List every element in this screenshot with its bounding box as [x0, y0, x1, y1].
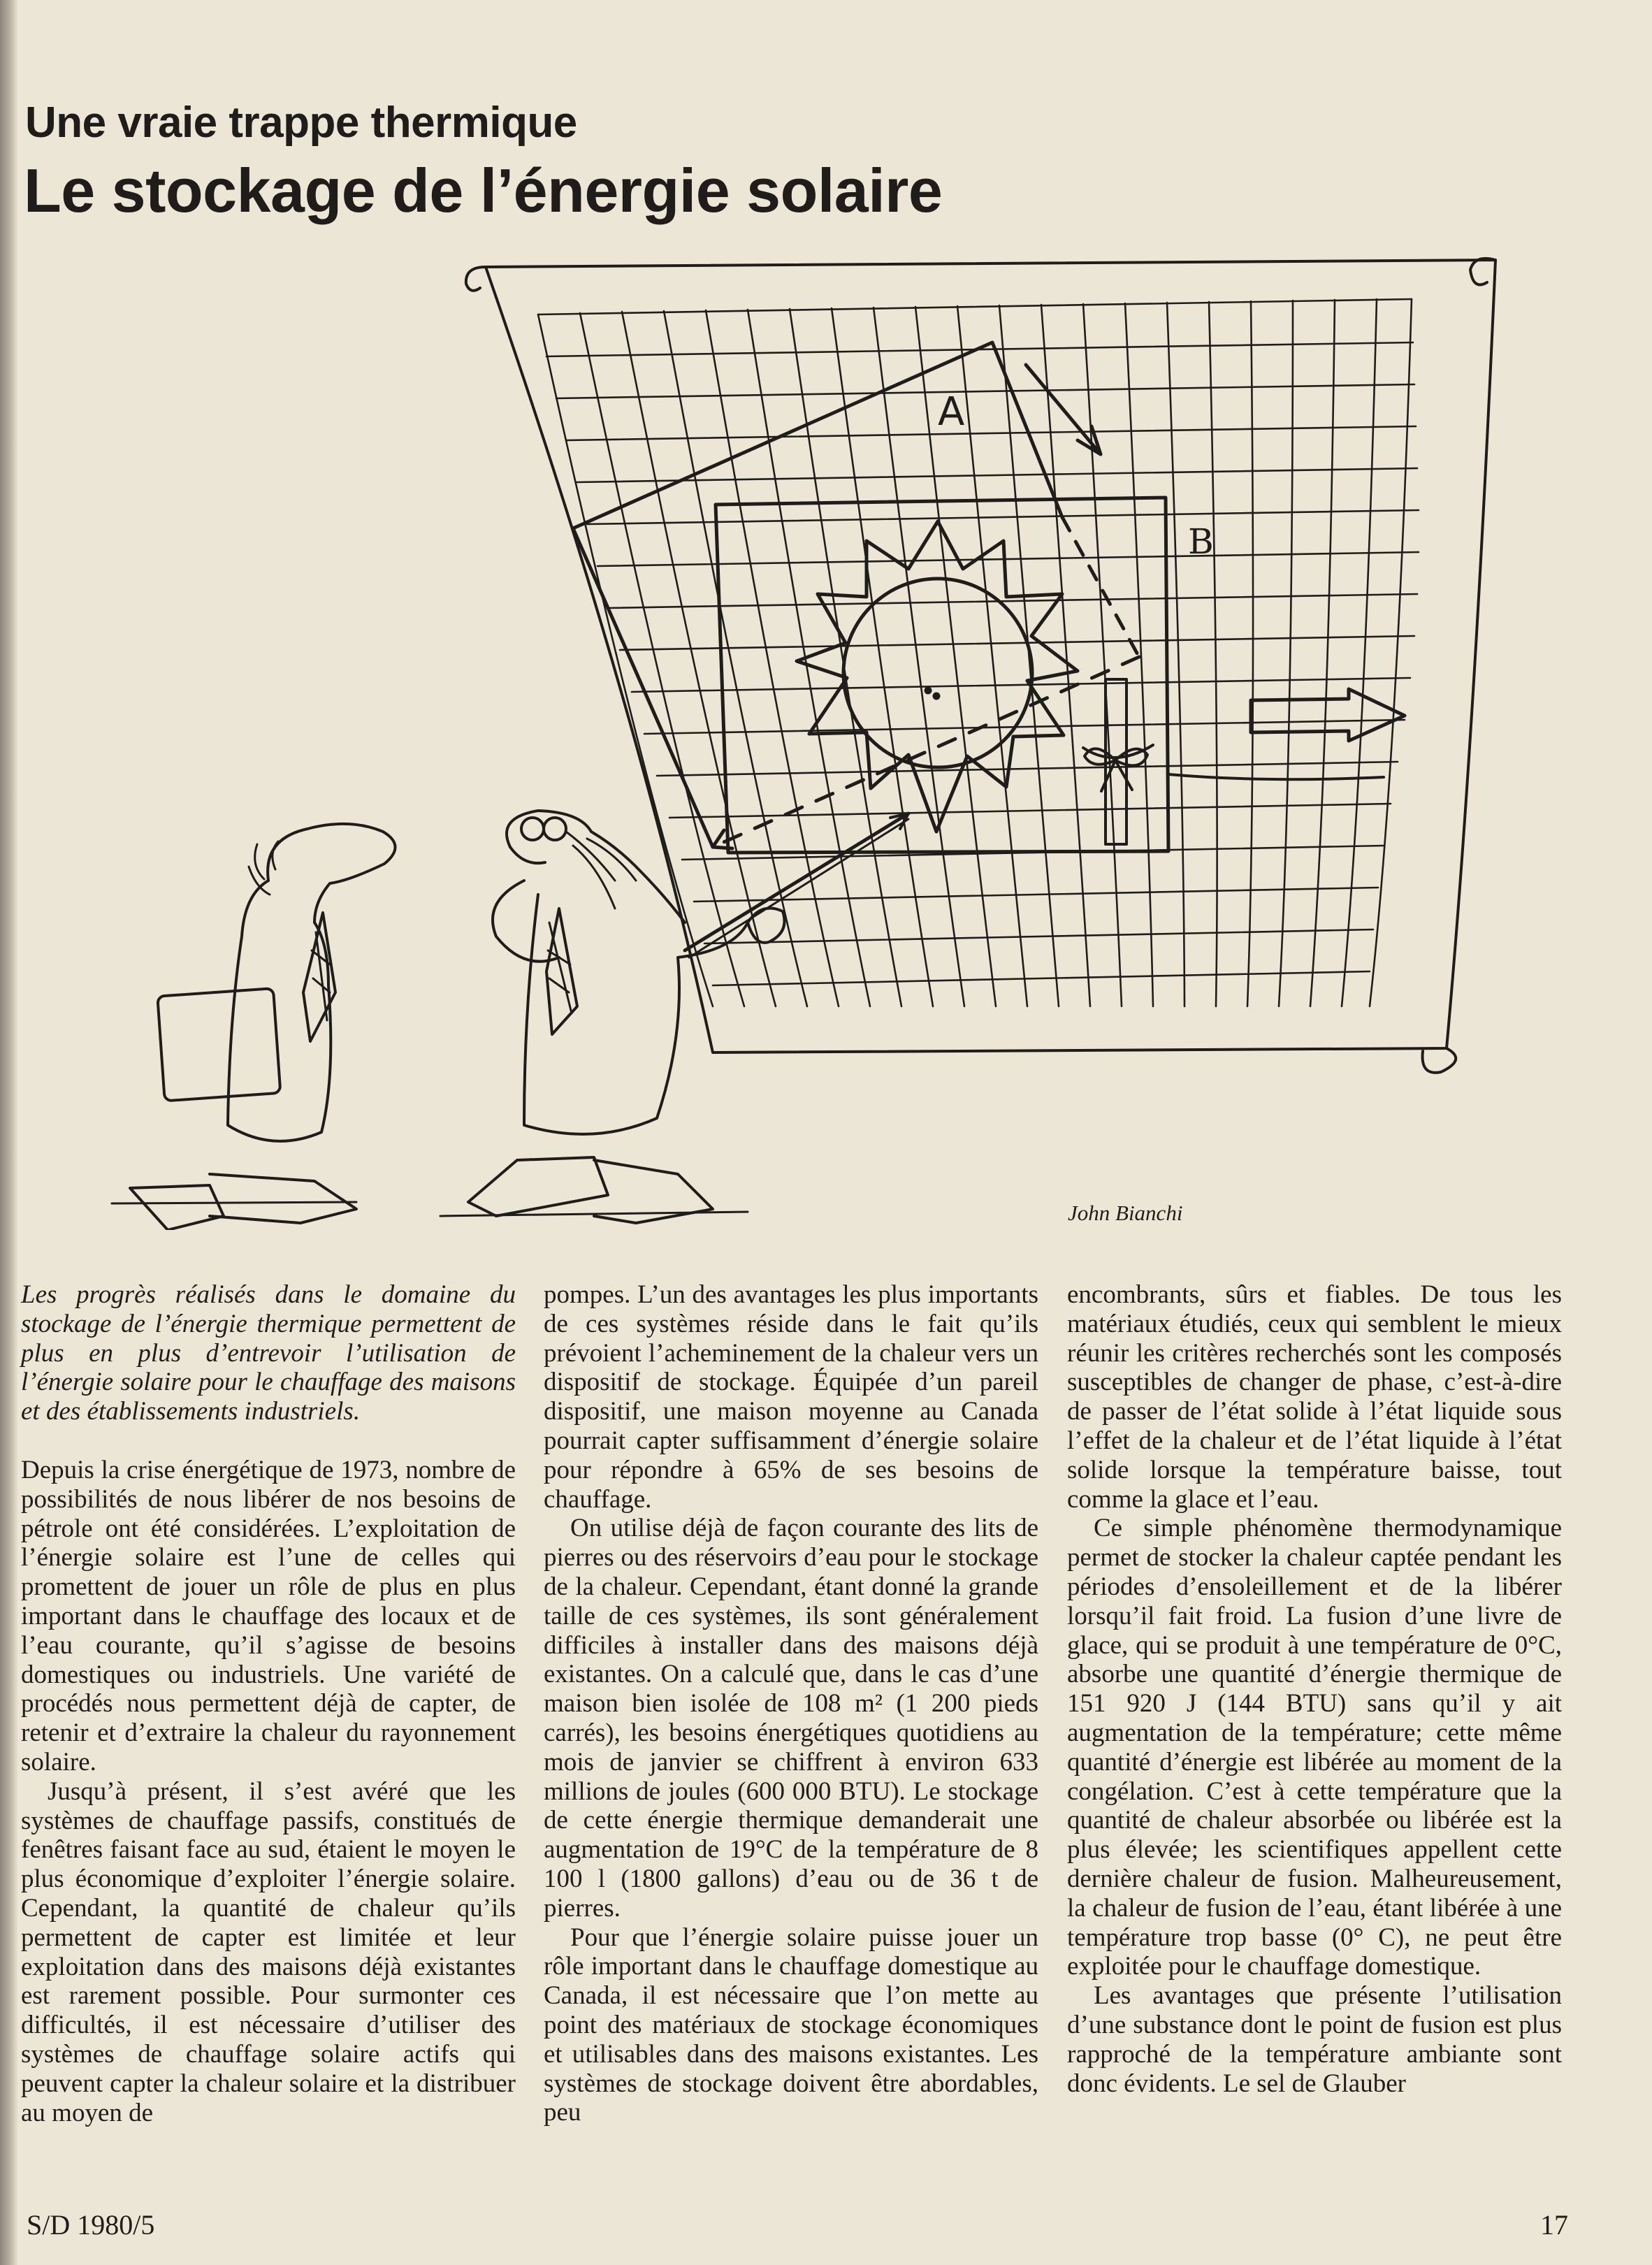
article-intro: Les progrès réalisés dans le domaine du stockage de l’énergie thermique permettent de plus en plus d’entrevoir l’utilisation de l’énergie solaire pour le chauffage des maisons et des établissements industriels.: [21, 1280, 516, 1426]
issue-folio: S/D 1980/5: [27, 2209, 155, 2241]
paragraph: Pour que l’énergie solaire puisse jouer un rôle important dans le chauffage domestique au Canada, il est nécessaire que l’on mette au point des matériaux de stockage économiques et utilisables dans des maisons existantes. Les systèmes de stockage doivent être abordables, peu: [544, 1923, 1038, 2127]
label-a: A: [938, 389, 965, 435]
article-kicker: Une vraie trappe thermique: [25, 99, 577, 147]
paragraph: pompes. L’un des avantages les plus importants de ces systèmes réside dans le fait qu’ils prévoient l’acheminement de la chaleur vers un dispositif de stockage. Équipée d’un pareil dispositif, une maison moyenne au Canada pourrait capter suffisamment d’énergie solaire pour répondre à 65% de ses besoins de chauffage.: [544, 1280, 1038, 1514]
sun-icon: [797, 521, 1078, 832]
page-number: 17: [1540, 2209, 1568, 2241]
paragraph: encombrants, sûrs et fiables. De tous les matériaux étudiés, ceux qui semblent le mieux réunir les critères recherchés sont les composés susceptibles de changer de phase, c’est-à-dire de passer de l’état solide à l’état liquide sous l’effet de la chaleur et de l’état liquide à l’état solide lorsque la température baisse, tout comme la glace et l’eau.: [1067, 1280, 1562, 1514]
text-column-3: [1067, 1280, 1562, 2098]
chart-scroll: [466, 259, 1495, 1073]
text-column-2: [544, 1280, 1038, 2127]
paragraph: Jusqu’à présent, il s’est avéré que les systèmes de chauffage passifs, constitués de fenêtres faisant face au sud, étaient le moyen le plus économique d’exploiter l’énergie solaire. Cependant, la quantité de chaleur qu’ils permettent de capter est limitée et leur exploitation dans des maisons déjà existantes est rarement possible. Pour surmonter ces difficultés, il est nécessaire d’utiliser des systèmes de chauffage solaire actifs qui peuvent capter la chaleur solaire et la distribuer au moyen de: [21, 1776, 516, 2127]
label-b: B: [1188, 521, 1214, 562]
page-spine-shadow: [0, 0, 18, 2265]
illustration-credit: John Bianchi: [1068, 1201, 1183, 1225]
cartoon-character-professor: [440, 811, 908, 1223]
paragraph: Ce simple phénomène thermodynamique permet de stocker la chaleur captée pendant les périodes d’ensoleillement et de la libérer lorsqu’il fait froid. La fusion d’une livre de glace, qui se produit à une température de 0°C, absorbe une quantité d’énergie thermique de 151 920 J (144 BTU) sans qu’il y ait augmentation de la température; cette même quantité d’énergie est libérée au moment de la congélation. C’est à cette température que la quantité de chaleur absorbée ou libérée est la plus élevée; les scientifiques appellent cette dernière chaleur de fusion. Malheureusement, la chaleur de fusion de l’eau, étant libérée à une température trop basse (0° C), ne peut être exploitée pour le chauffage domestique.: [1067, 1514, 1562, 1981]
text-column-1: [21, 1280, 516, 2127]
article-title: Le stockage de l’énergie solaire: [24, 156, 943, 225]
chart-grid: [538, 299, 1419, 1006]
paragraph: Depuis la crise énergétique de 1973, nombre de possibilités de nous libérer de nos besoins de pétrole ont été considérées. L’exploitation de l’énergie solaire est l’une de celles qui promettent de jouer un rôle de plus en plus important dans le chauffage des locaux et de l’eau courante, qu’il s’agisse de besoins domestiques ou industriels. Une variété de procédés nous permettent déjà de capter, de retenir et d’extraire la chaleur du rayonnement solaire.: [21, 1455, 516, 1776]
cartoon-character-listener: [112, 824, 396, 1230]
paragraph: Les avantages que présente l’utilisation d’une substance dont le point de fusion est plus rapproché de la température ambiante sont donc évidents. Le sel de Glauber: [1067, 1981, 1562, 2098]
paragraph: On utilise déjà de façon courante des lits de pierres ou des réservoirs d’eau pour le stockage de la chaleur. Cependant, étant donné la grande taille de ces systèmes, ils sont généralement difficiles à installer dans des maisons déjà existantes. On a calculé que, dans le cas d’une maison bien isolée de 108 m² (1 200 pieds carrés), les besoins énergétiques quotidiens au mois de janvier se chiffrent à environ 633 millions de joules (600 000 BTU). Le stockage de cette énergie thermique demanderait une augmentation de 19°C de la température de 8 100 l (1800 gallons) d’eau ou de 36 t de pierres.: [544, 1514, 1038, 1923]
cartoon-illustration: [105, 252, 1516, 1230]
